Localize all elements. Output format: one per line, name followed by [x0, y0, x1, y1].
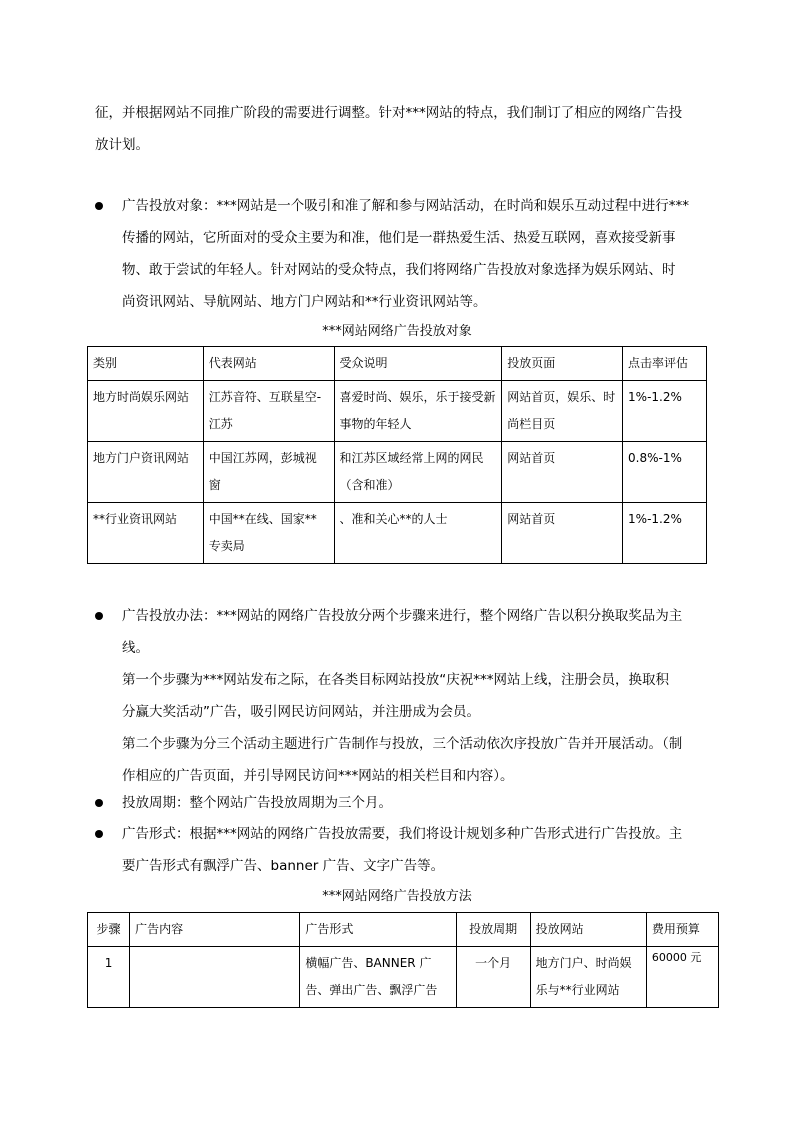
- table-row: [88, 947, 719, 1008]
- paragraph-line: 分赢大奖活动”广告，吸引网民访问网站，并注册成为会员。: [122, 704, 480, 720]
- table-cell: 1%-1.2%: [623, 381, 707, 442]
- table-cell: 、准和关心**的人士: [334, 503, 502, 564]
- table-cell: 60000 元: [646, 947, 718, 1008]
- table-cell: 中国**在线、国家**专卖局: [203, 503, 334, 564]
- paragraph-line: 物、敢于尝试的年轻人。针对网站的受众特点，我们将网络广告投放对象选择为娱乐网站、时: [122, 262, 676, 278]
- table-header-cell: 广告内容: [130, 913, 300, 947]
- table-header-cell: 类别: [88, 347, 204, 381]
- table-header-cell: 投放网站: [530, 913, 646, 947]
- table-cell: 一个月: [456, 947, 530, 1008]
- table-header-cell: 代表网站: [203, 347, 334, 381]
- table-cell: 网站首页，娱乐、时尚栏目页: [502, 381, 623, 442]
- table-header-cell: 费用预算: [646, 913, 718, 947]
- paragraph-line: 尚资讯网站、导航网站、地方门户网站和**行业资讯网站等。: [122, 294, 487, 310]
- table-header-row: [88, 913, 719, 947]
- table-cell: **行业资讯网站: [88, 503, 204, 564]
- table-cell: 地方门户资讯网站: [88, 442, 204, 503]
- table-cell: 网站首页: [502, 442, 623, 503]
- paragraph-line: 要广告形式有飘浮广告、banner 广告、文字广告等。: [122, 858, 445, 874]
- table-header-cell: 广告形式: [300, 913, 456, 947]
- bullet-dot-icon: [95, 830, 103, 838]
- table-cell: 1%-1.2%: [623, 503, 707, 564]
- table-cell: 1: [88, 947, 130, 1008]
- table-cell: 地方时尚娱乐网站: [88, 381, 204, 442]
- table-cell: 地方门户、时尚娱乐与**行业网站: [530, 947, 646, 1008]
- table2-caption: ***网站网络广告投放方法: [322, 889, 472, 904]
- table-header-cell: 点击率评估: [623, 347, 707, 381]
- table1-caption: ***网站网络广告投放对象: [322, 324, 472, 339]
- table-header-cell: 投放页面: [502, 347, 623, 381]
- paragraph-line: 第一个步骤为***网站发布之际，在各类目标网站投放“庆祝***网站上线，注册会员，换取积: [122, 672, 669, 688]
- paragraph-line: 线。: [122, 640, 149, 656]
- table-header-cell: 步骤: [88, 913, 130, 947]
- intro-line-2: 放计划。: [95, 137, 149, 153]
- table-cell: 中国江苏网，彭城视窗: [203, 442, 334, 503]
- table-header-cell: 投放周期: [456, 913, 530, 947]
- table-header-row: [88, 347, 707, 381]
- table-row: [88, 503, 707, 564]
- table-cell: 0.8%-1%: [623, 442, 707, 503]
- paragraph-line: 作相应的广告页面，并引导网民访问***网站的相关栏目和内容）。: [122, 768, 514, 784]
- bullet-dot-icon: [95, 202, 103, 210]
- table-cell: [130, 947, 300, 1008]
- paragraph-line: 第二个步骤为分三个活动主题进行广告制作与投放，三个活动依次序投放广告并开展活动。（制: [122, 736, 683, 752]
- table-cell: 横幅广告、BANNER 广告、弹出广告、飘浮广告: [300, 947, 456, 1008]
- table-cell: 江苏音符、互联星空-江苏: [203, 381, 334, 442]
- table-header-cell: 受众说明: [334, 347, 502, 381]
- table-row: [88, 381, 707, 442]
- paragraph-line: 广告投放对象：***网站是一个吸引和准了解和参与网站活动，在时尚和娱乐互动过程中进行***: [122, 198, 689, 214]
- paragraph-line: 广告形式：根据***网站的网络广告投放需要，我们将设计规划多种广告形式进行广告投放。主: [122, 826, 683, 842]
- paragraph-line: 广告投放办法：***网站的网络广告投放分两个步骤来进行，整个网络广告以积分换取奖品为主: [122, 608, 683, 624]
- ad-target-table: [87, 346, 707, 564]
- table-cell: 喜爱时尚、娱乐，乐于接受新事物的年轻人: [334, 381, 502, 442]
- ad-method-table: [87, 912, 719, 1008]
- table-row: [88, 442, 707, 503]
- paragraph-line: 投放周期：整个网站广告投放周期为三个月。: [122, 795, 392, 811]
- intro-line-1: 征，并根据网站不同推广阶段的需要进行调整。针对***网站的特点，我们制订了相应的网络广告投: [95, 105, 683, 121]
- table-cell: 和江苏区域经常上网的网民（含和准）: [334, 442, 502, 503]
- bullet-dot-icon: [95, 612, 103, 620]
- bullet-dot-icon: [95, 799, 103, 807]
- paragraph-line: 传播的网站，它所面对的受众主要为和准，他们是一群热爱生活、热爱互联网，喜欢接受新事: [122, 230, 676, 246]
- table-cell: 网站首页: [502, 503, 623, 564]
